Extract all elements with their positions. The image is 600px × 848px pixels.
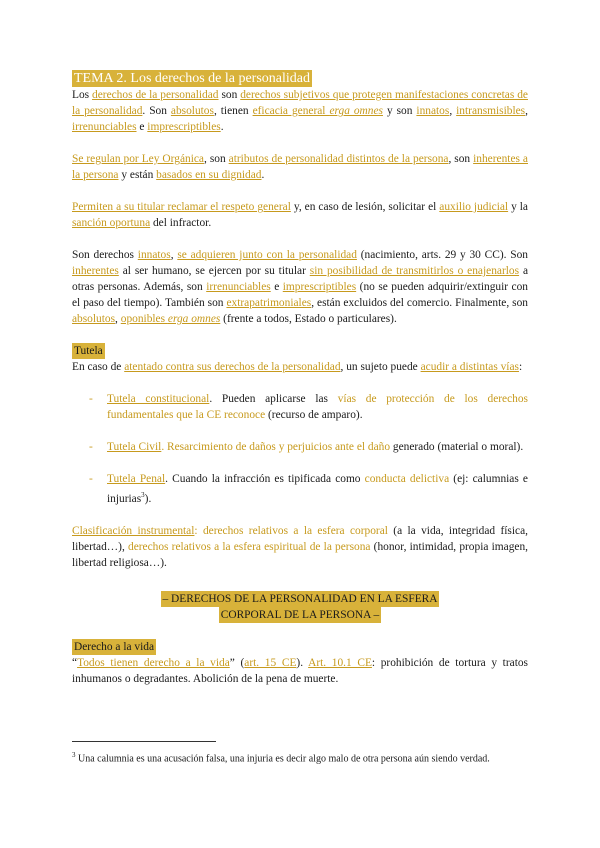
list-item: - Tutela Civil. Resarcimiento de daños y perjuicios ante el daño generado (material o moral). <box>89 441 524 453</box>
footnote-divider <box>72 741 216 742</box>
paragraph-classification: Clasificación instrumental: derechos relativos a la esfera corporal (a la vida, integridad física, libertad…), derechos relativos a la esfera espiritual de la persona (honor, intimidad, propia imagen, libertad religiosa…). <box>72 524 528 569</box>
page-title: TEMA 2. Los derechos de la personalidad <box>74 71 310 86</box>
list-item: - Tutela Penal. Cuando la infracción es tipificada como conducta delictiva (ej: calumnias e injurias$^3$). <box>89 473 528 505</box>
section-heading: – DERECHOS DE LA PERSONALIDAD EN LA ESFERA CORPORAL DE LA PERSONA – <box>162 592 438 621</box>
paragraph-definition: Los derechos de la personalidad son derechos subjetivos que protegen manifestaciones concretas de la personalidad. Son absolutos, tienen eficacia general erga omnes y son innatos, intransmisibles, irrenunciables e imprescriptibles. <box>72 89 528 133</box>
tutela-list <box>72 391 528 507</box>
tutela-heading: Tutela <box>74 345 103 357</box>
footnote: $^3$ Una calumnia es una acusación falsa, una injuria es decir algo malo de otra persona aún siendo verdad. <box>72 751 490 765</box>
list-item: - Tutela constitucional. Pueden aplicarse las vías de protección de los derechos fundamentales que la CE reconoce (recurso de amparo). <box>89 393 528 421</box>
paragraph-respect: Permiten a su titular reclamar el respeto general y, en caso de lesión, solicitar el auxilio judicial y la sanción oportuna del infractor. <box>72 201 528 229</box>
paragraph-vida: “Todos tienen derecho a la vida” (art. 15 CE). Art. 10.1 CE: prohibición de tortura y tratos inhumanos o degradantes. Abolición de la pena de muerte. <box>72 656 528 685</box>
vida-heading: Derecho a la vida <box>74 640 155 653</box>
paragraph-regulation: Se regulan por Ley Orgánica, son atributos de personalidad distintos de la persona, son inherentes a la persona y están basados en su dignidad. <box>72 153 528 181</box>
document-page <box>72 66 528 687</box>
paragraph-characteristics: Son derechos innatos, se adquieren junto con la personalidad (nacimiento, arts. 29 y 30 CC). Son inherentes al ser humano, se ejercen por su titular sin posibilidad de transmitirlos o enajenarlos a otras personas. Además, son irrenunciables e imprescriptibles (no se pueden adquirir/extinguir con el paso del tiempo). También son extrapatrimoniales, están excluidos del comercio. Finalmente, son absolutos, oponibles erga omnes (frente a todos, Estado o particulares). <box>72 249 529 325</box>
paragraph-tutela: En caso de atentado contra sus derechos de la personalidad, un sujeto puede acudir a distintas vías: <box>72 361 523 373</box>
